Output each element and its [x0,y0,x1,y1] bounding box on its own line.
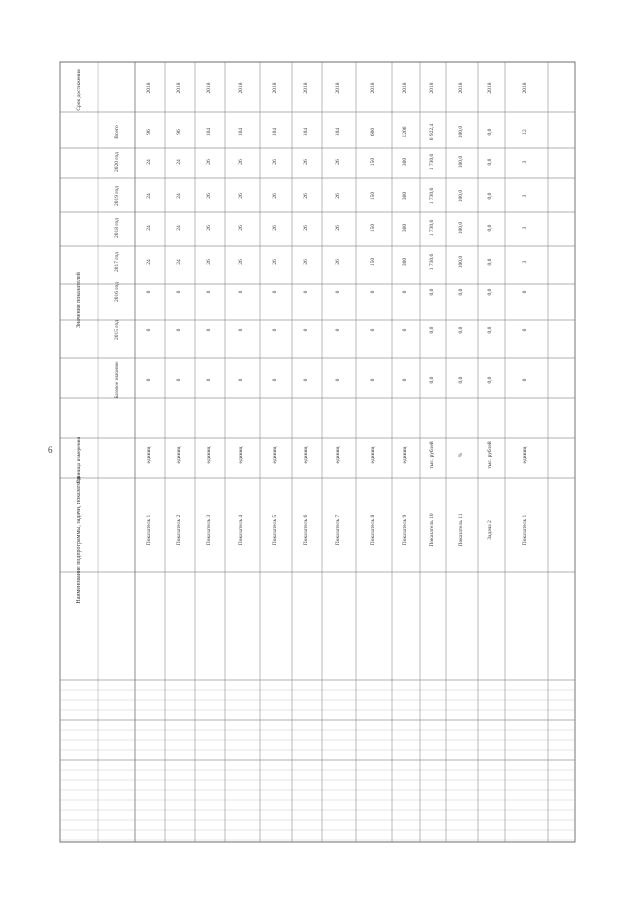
row-year: 2018 [402,82,408,94]
row-value: 1 730,6 [429,253,435,271]
row-value: 0 [146,328,152,332]
row-total: 96 [146,129,152,135]
row-name: Показатель 1 [522,514,528,546]
row-value: 24 [176,259,182,265]
row-value: 150 [370,257,376,267]
row-name: Показатель 7 [335,514,341,546]
row-base: 0,0 [487,376,493,384]
row-value: 3 [522,260,528,264]
row-unit: единиц [176,446,182,464]
row-year: 2018 [146,82,152,94]
row-name: Показатель 9 [402,514,408,546]
row-value: 0 [206,290,212,294]
row-value: 0,0 [429,288,435,296]
row-value: 0,0 [487,326,493,334]
row-value: 0,0 [458,326,464,334]
row-value: 24 [146,225,152,231]
row-name: Показатель 1 [146,514,152,546]
row-base: 0 [303,378,309,382]
row-name: Показатель 5 [272,514,278,546]
row-value: 150 [370,223,376,233]
row-unit: тыс. рублей [429,441,435,469]
row-value: 3 [522,160,528,164]
row-name: Задача 2 [487,520,493,540]
row-unit: единиц [370,446,376,464]
row-unit: единиц [146,446,152,464]
header-year: 2016 год [114,282,120,302]
row-total: 12 [522,129,528,135]
row-unit: единиц [238,446,244,464]
row-year: 2018 [176,82,182,94]
row-year: 2018 [370,82,376,94]
row-year: 2018 [458,82,464,94]
row-value: 0 [303,328,309,332]
row-base: 0 [335,378,341,382]
header-indicator: Наименование подпрограммы, задачи, показателя [76,476,82,604]
row-base: 0 [522,378,528,382]
row-value: 300 [402,223,408,233]
row-value: 0,0 [487,258,493,266]
row-value: 0 [303,290,309,294]
row-year: 2018 [522,82,528,94]
row-value: 26 [303,159,309,165]
row-value: 100,0 [458,255,464,269]
row-value: 100,0 [458,221,464,235]
row-total: 100,0 [458,125,464,139]
header-unit: Единица измерения [76,436,82,484]
header-total: Всего [114,125,120,139]
row-year: 2018 [303,82,309,94]
header-year: 2018 год [114,218,120,238]
row-value: 300 [402,257,408,267]
row-year: 2018 [429,82,435,94]
row-value: 26 [335,159,341,165]
row-value: 3 [522,226,528,230]
row-value: 300 [402,157,408,167]
row-value: 0 [146,290,152,294]
row-unit: единиц [522,446,528,464]
row-value: 0 [522,290,528,294]
row-value: 1 730,6 [429,219,435,237]
row-value: 0,0 [429,326,435,334]
row-unit: тыс. рублей [487,441,493,469]
row-value: 26 [238,193,244,199]
row-total: 104 [272,127,278,137]
row-value: 0 [176,328,182,332]
row-base: 0 [238,378,244,382]
row-unit: единиц [335,446,341,464]
row-value: 0 [238,328,244,332]
row-value: 100,0 [458,155,464,169]
row-name: Показатель 11 [458,513,464,547]
row-value: 26 [206,159,212,165]
row-value: 0 [370,328,376,332]
row-base: 0 [146,378,152,382]
row-total: 6 922,4 [429,123,435,141]
row-name: Показатель 10 [429,513,435,547]
row-value: 0 [402,290,408,294]
page-number: 6 [48,445,53,455]
row-name: Показатель 3 [206,514,212,546]
row-unit: единиц [272,446,278,464]
row-total: 104 [335,127,341,137]
row-value: 0 [206,328,212,332]
header-plan-group: Значения показателей [76,272,82,328]
row-value: 26 [206,225,212,231]
row-value: 3 [522,194,528,198]
table-frame [60,62,575,842]
row-year: 2018 [206,82,212,94]
row-value: 26 [272,225,278,231]
row-base: 0 [206,378,212,382]
row-value: 26 [238,259,244,265]
row-total: 104 [238,127,244,137]
row-value: 0 [176,290,182,294]
header-base: Базовое значение [115,361,120,399]
row-unit: единиц [303,446,309,464]
row-total: 104 [303,127,309,137]
row-value: 24 [146,259,152,265]
row-base: 0 [272,378,278,382]
row-value: 26 [272,159,278,165]
row-base: 0 [370,378,376,382]
row-total: 0,0 [487,128,493,136]
row-value: 24 [176,159,182,165]
row-base: 0,0 [429,376,435,384]
row-name: Показатель 6 [303,514,309,546]
row-year: 2018 [487,82,493,94]
row-value: 0 [370,290,376,294]
row-value: 1 730,6 [429,187,435,205]
row-value: 150 [370,191,376,201]
row-value: 0 [522,328,528,332]
row-name: Показатель 8 [370,514,376,546]
row-value: 0 [402,328,408,332]
row-value: 0 [335,328,341,332]
row-total: 96 [176,129,182,135]
row-value: 0,0 [487,158,493,166]
row-year: 2018 [272,82,278,94]
row-year: 2018 [335,82,341,94]
row-total: 104 [206,127,212,137]
row-value: 0,0 [487,288,493,296]
header-deadline: Срок достижения [76,69,82,111]
row-value: 26 [303,193,309,199]
row-unit: единиц [206,446,212,464]
row-unit: единиц [402,446,408,464]
header-year: 2015 год [114,320,120,340]
row-value: 0 [272,290,278,294]
row-total: 600 [370,127,376,137]
row-value: 26 [272,259,278,265]
row-value: 26 [335,225,341,231]
row-value: 0,0 [487,224,493,232]
row-value: 0 [272,328,278,332]
row-value: 300 [402,191,408,201]
row-value: 26 [335,193,341,199]
row-value: 26 [272,193,278,199]
row-value: 26 [238,225,244,231]
row-value: 1 730,6 [429,153,435,171]
row-unit: % [458,452,464,458]
row-base: 0,0 [458,376,464,384]
row-value: 26 [335,259,341,265]
row-base: 0 [176,378,182,382]
row-value: 24 [176,193,182,199]
row-value: 0 [238,290,244,294]
row-value: 26 [303,225,309,231]
row-year: 2018 [238,82,244,94]
row-value: 24 [146,193,152,199]
row-value: 100,0 [458,189,464,203]
row-total: 1200 [402,126,408,138]
header-year: 2019 год [114,186,120,206]
row-value: 24 [146,159,152,165]
row-base: 0 [402,378,408,382]
row-name: Показатель 2 [176,514,182,546]
row-name: Показатель 4 [238,514,244,546]
row-value: 26 [238,159,244,165]
header-year: 2017 год [114,252,120,272]
row-value: 26 [206,193,212,199]
row-value: 26 [206,259,212,265]
row-value: 24 [176,225,182,231]
row-value: 0,0 [458,288,464,296]
row-value: 0,0 [487,192,493,200]
header-year: 2020 год [114,152,120,172]
row-value: 150 [370,157,376,167]
row-value: 26 [303,259,309,265]
row-value: 0 [335,290,341,294]
